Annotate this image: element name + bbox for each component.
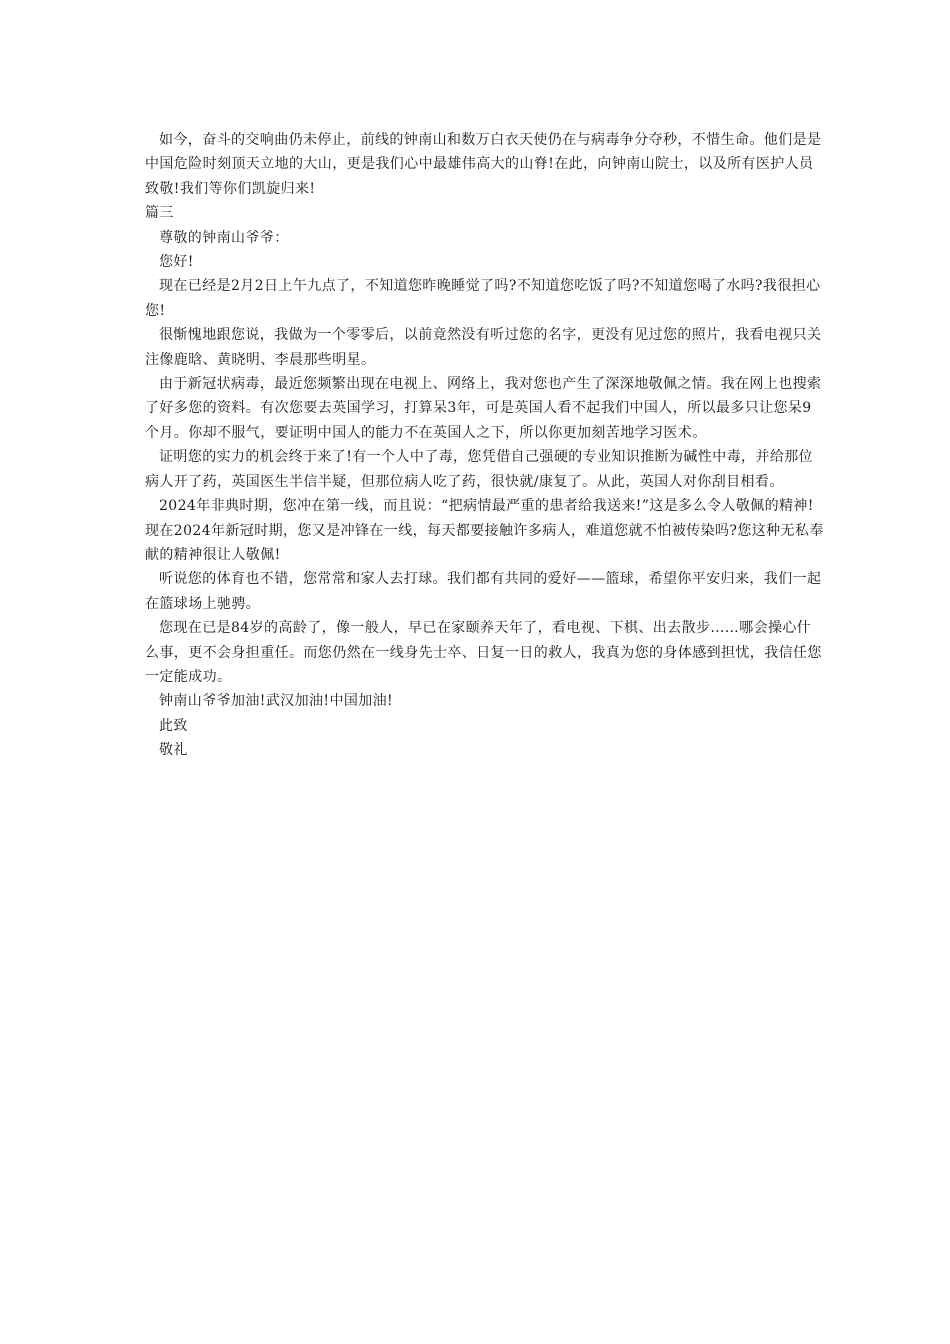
paragraph-1: 如今，奋斗的交响曲仍未停止，前线的钟南山和数万白衣天使仍在与病毒争分夺秒，不惜生命。他们是是中国危险时刻顶天立地的大山，更是我们心中最雄伟高大的山脊!在此，向钟南山院士，以及所有医护人员致敬!我们等你们凯旋归来! (145, 132, 822, 197)
paragraph-6: 很惭愧地跟您说，我做为一个零零后，以前竟然没有听过您的名字，更没有见过您的照片，我看电视只关注像鹿晗、黄晓明、李晨那些明星。 (145, 327, 822, 368)
letter-closing: 此致 (159, 717, 188, 734)
letter-salutation: 尊敬的钟南山爷爷： (159, 229, 289, 246)
paragraph-8: 证明您的实力的机会终于来了!有一个人中了毒，您凭借自己强硬的专业知识推断为碱性中毒，并给那位病人开了药，英国医生半信半疑，但那位病人吃了药，很快就/康复了。从此，英国人对你刮目相看。 (145, 449, 814, 490)
paragraph-9: 2024年非典时期，您冲在第一线，而且说：“把病情最严重的患者给我送来!”这是多么令人敬佩的精神!现在2024年新冠时期，您又是冲锋在一线，每天都要接触许多病人，难道您就不怕被传染吗?您这种无私奉献的精神很让人敬佩! (145, 498, 824, 563)
letter-greeting: 您好! (159, 254, 194, 271)
document-body (145, 128, 825, 763)
paragraph-10: 听说您的体育也不错，您常常和家人去打球。我们都有共同的爱好——篮球，希望你平安归来，我们一起在篮球场上驰骋。 (145, 571, 822, 612)
paragraph-11: 您现在已是84岁的高龄了，像一般人，早已在家颐养天年了，看电视、下棋、出去散步……哪会操心什么事，更不会身担重任。而您仍然在一线身先士卒、日复一日的救人，我真为您的身体感到担忧，我信任您一定能成功。 (145, 620, 822, 685)
paragraph-12: 钟南山爷爷加油!武汉加油!中国加油! (159, 693, 394, 710)
letter-regards: 敬礼 (159, 742, 188, 759)
paragraph-7: 由于新冠状病毒，最近您频繁出现在电视上、网络上，我对您也产生了深深地敬佩之情。我在网上也搜索了好多您的资料。有次您要去英国学习，打算呆3年，可是英国人看不起我们中国人，所以最多只让您呆9个月。你却不服气，要证明中国人的能力不在英国人之下，所以你更加刻苦地学习医术。 (145, 376, 822, 441)
section-heading: 篇三 (145, 205, 174, 222)
paragraph-5: 现在已经是2月2日上午九点了，不知道您昨晚睡觉了吗?不知道您吃饭了吗?不知道您喝了水吗?我很担心您! (145, 278, 821, 319)
